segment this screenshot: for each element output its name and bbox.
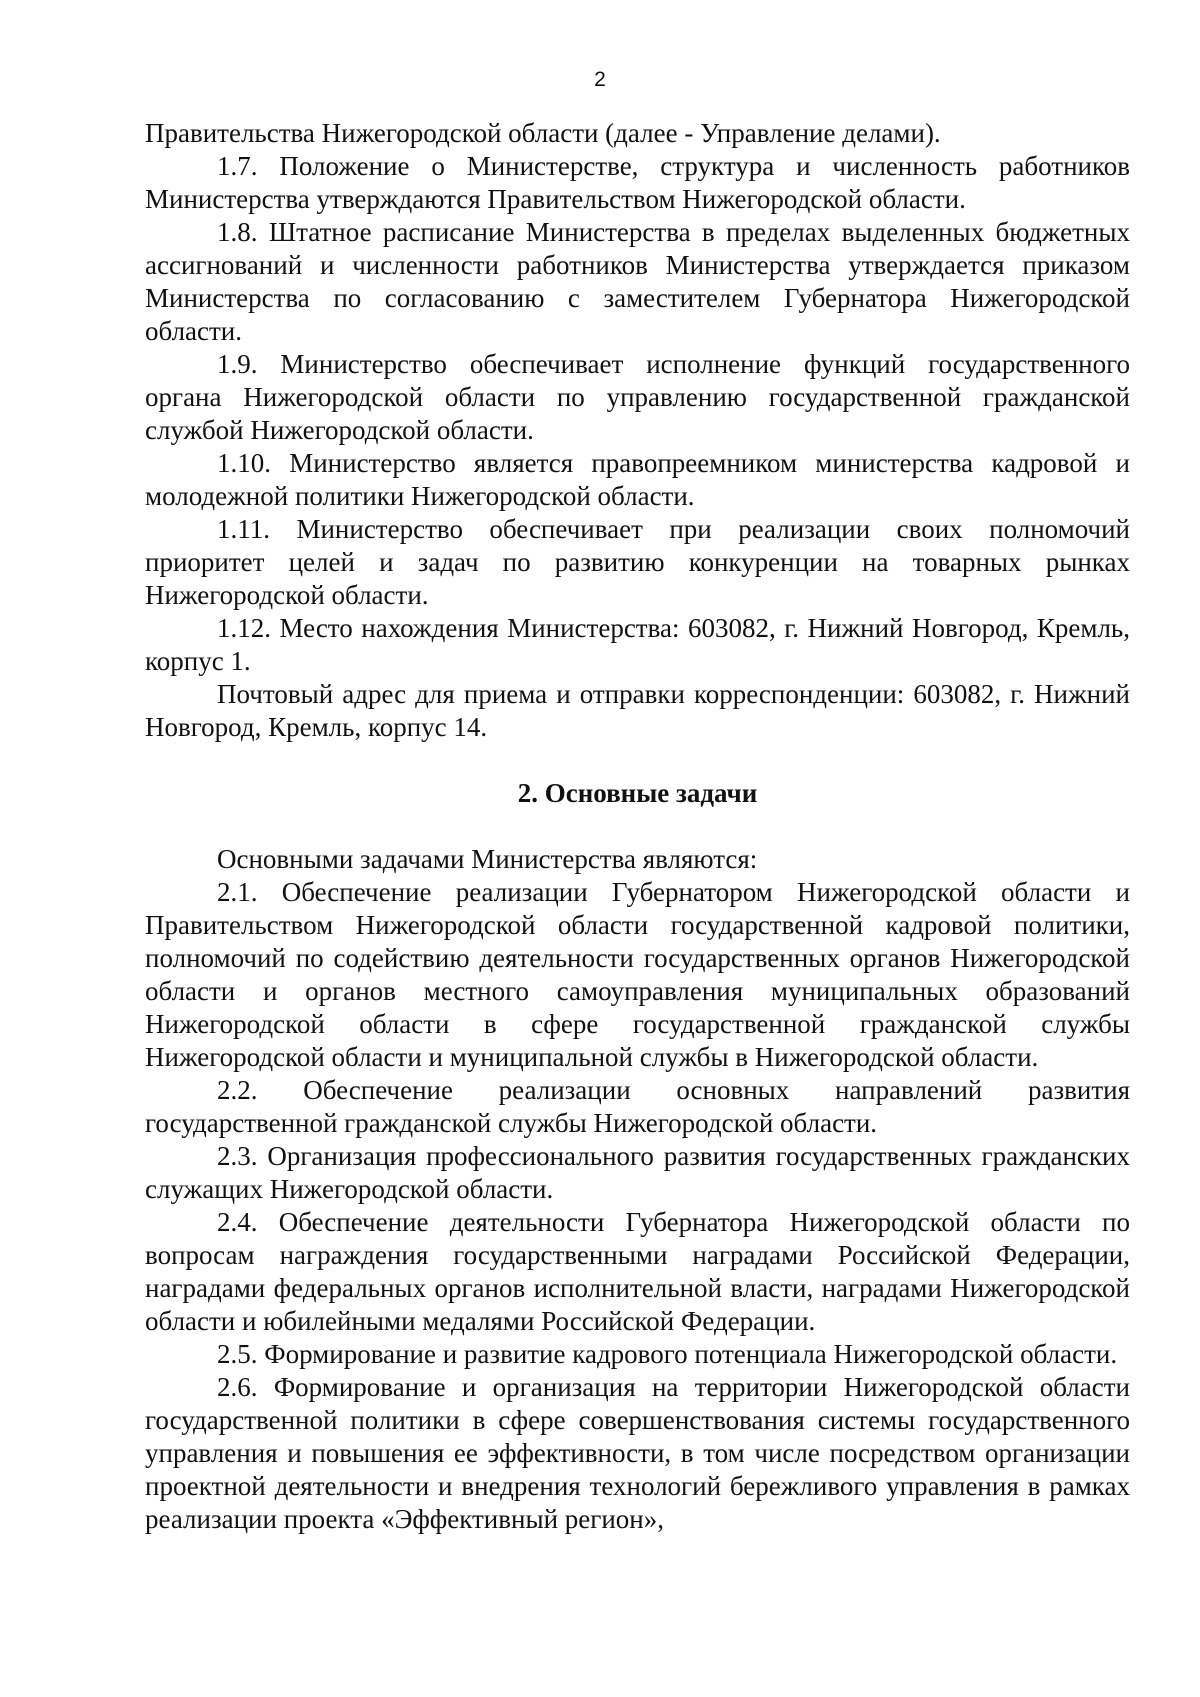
paragraph-1-7: 1.7. Положение о Министерстве, структура и численность работников Министерства утверждаются Правительством Нижегородской области. <box>145 151 1130 214</box>
paragraph-continuation: Правительства Нижегородской области (далее - Управление делами). <box>145 118 941 148</box>
paragraph-2-6: 2.6. Формирование и организация на территории Нижегородской области государственной политики в сфере совершенствования системы государственного управления и повышения ее эффективности, в том числе посредством организации проектной деятельности и внедрения технологий бережливого управления в рамках реализации проекта «Эффективный регион», <box>145 1372 1130 1534</box>
paragraph-2-3: 2.3. Организация профессионального развития государственных гражданских служащих Нижегородской области. <box>145 1141 1130 1204</box>
paragraph-tasks-intro: Основными задачами Министерства являются: <box>217 844 758 874</box>
paragraph-1-11: 1.11. Министерство обеспечивает при реализации своих полномочий приоритет целей и задач по развитию конкуренции на товарных рынках Нижегородской области. <box>145 514 1130 610</box>
paragraph-1-8: 1.8. Штатное расписание Министерства в пределах выделенных бюджетных ассигнований и численности работников Министерства утверждается приказом Министерства по согласованию с заместителем Губернатора Нижегородской области. <box>145 217 1130 346</box>
page-number: 2 <box>594 68 606 91</box>
paragraph-2-2: 2.2. Обеспечение реализации основных направлений развития государственной гражданской службы Нижегородской области. <box>145 1075 1130 1138</box>
paragraph-1-9: 1.9. Министерство обеспечивает исполнение функций государственного органа Нижегородской области по управлению государственной гражданской службой Нижегородской области. <box>145 349 1130 445</box>
paragraph-postal-address: Почтовый адрес для приема и отправки корреспонденции: 603082, г. Нижний Новгород, Кремль, корпус 14. <box>145 679 1130 742</box>
section-title: 2. Основные задачи <box>517 778 758 808</box>
paragraph-2-1: 2.1. Обеспечение реализации Губернатором Нижегородской области и Правительством Нижегородской области государственной кадровой политики, полномочий по содействию деятельности государственных органов Нижегородской области и органов местного самоуправления муниципальных образований Нижегородской области в сфере государственной гражданской службы Нижегородской области и муниципальной службы в Нижегородской области. <box>145 877 1130 1072</box>
document-body <box>145 117 1130 1536</box>
paragraph-1-10: 1.10. Министерство является правопреемником министерства кадровой и молодежной политики Нижегородской области. <box>145 448 1130 511</box>
paragraph-2-5: 2.5. Формирование и развитие кадрового потенциала Нижегородской области. <box>217 1339 1118 1369</box>
paragraph-1-12: 1.12. Место нахождения Министерства: 603082, г. Нижний Новгород, Кремль, корпус 1. <box>145 613 1130 676</box>
paragraph-2-4: 2.4. Обеспечение деятельности Губернатора Нижегородской области по вопросам награждения государственными наградами Российской Федерации, наградами федеральных органов исполнительной власти, наградами Нижегородской области и юбилейными медалями Российской Федерации. <box>145 1207 1130 1336</box>
